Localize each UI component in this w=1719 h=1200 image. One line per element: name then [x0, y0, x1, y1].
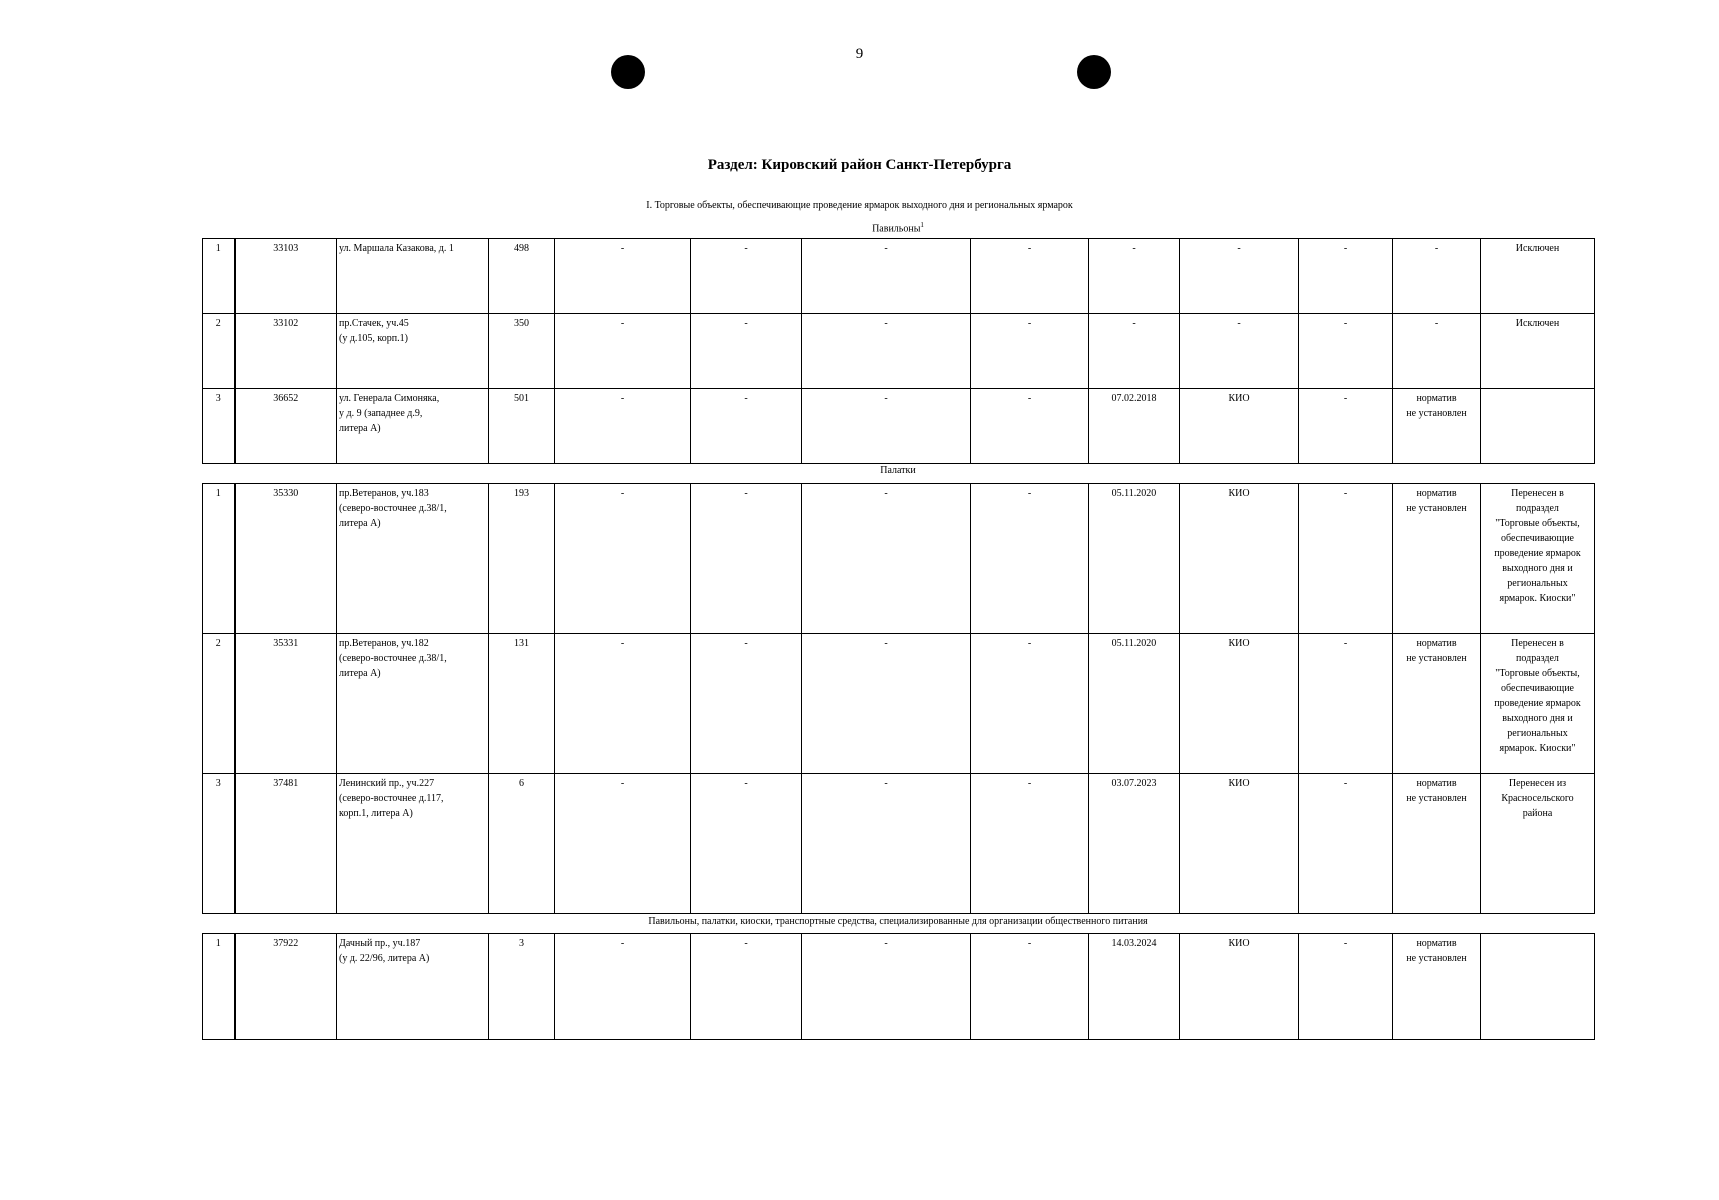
col8-cell: - — [971, 484, 1089, 634]
area-cell: 350 — [489, 314, 555, 389]
page-number: 9 — [855, 46, 864, 62]
col5-cell: - — [555, 934, 691, 1040]
group-label-text: Павильоны, палатки, киоски, транспортные средства, специализированные для организации общественного питания — [648, 916, 1148, 927]
object-id: 37922 — [235, 934, 337, 1040]
table-row — [203, 389, 1595, 464]
table-catering — [202, 933, 1595, 1040]
col5-cell: - — [555, 634, 691, 774]
note-cell: Перенесен в подраздел "Торговые объекты, обеспечивающие проведение ярмарок выходного дня и региональных ярмарок. Киоски" — [1481, 484, 1595, 634]
note-cell: Перенесен в подраздел "Торговые объекты, обеспечивающие проведение ярмарок выходного дня и региональных ярмарок. Киоски" — [1481, 634, 1595, 774]
row-number: 3 — [203, 389, 235, 464]
row-number: 2 — [203, 314, 235, 389]
table-row — [203, 934, 1595, 1040]
date-cell: 05.11.2020 — [1089, 484, 1180, 634]
group-label-text: Павильоны — [872, 223, 921, 235]
object-id: 33102 — [235, 314, 337, 389]
col7-cell: - — [802, 484, 971, 634]
row-number: 2 — [203, 634, 235, 774]
object-id: 35331 — [235, 634, 337, 774]
group-label-tents — [202, 465, 1594, 476]
col11-cell: - — [1299, 239, 1393, 314]
col6-cell: - — [691, 774, 802, 914]
col6-cell: - — [691, 634, 802, 774]
row-number: 1 — [203, 484, 235, 634]
object-id: 36652 — [235, 389, 337, 464]
col6-cell: - — [691, 314, 802, 389]
row-number: 1 — [203, 239, 235, 314]
address-cell: пр.Ветеранов, уч.183 (северо-восточнее д.38/1, литера А) — [337, 484, 489, 634]
area-cell: 193 — [489, 484, 555, 634]
norm-cell: норматив не установлен — [1393, 774, 1481, 914]
row-number: 1 — [203, 934, 235, 1040]
table-row — [203, 484, 1595, 634]
col8-cell: - — [971, 239, 1089, 314]
col11-cell: - — [1299, 389, 1393, 464]
norm-cell: - — [1393, 314, 1481, 389]
org-cell: КИО — [1180, 934, 1299, 1040]
col7-cell: - — [802, 389, 971, 464]
norm-cell: - — [1393, 239, 1481, 314]
subsection-title: I. Торговые объекты, обеспечивающие проведение ярмарок выходного дня и региональных ярмарок — [646, 200, 1073, 211]
object-id: 35330 — [235, 484, 337, 634]
punch-hole-left — [611, 55, 645, 89]
col7-cell: - — [802, 314, 971, 389]
org-cell: - — [1180, 239, 1299, 314]
col8-cell: - — [971, 314, 1089, 389]
group-label-pavilions — [202, 221, 1594, 234]
col8-cell: - — [971, 774, 1089, 914]
area-cell: 498 — [489, 239, 555, 314]
area-cell: 131 — [489, 634, 555, 774]
table-row — [203, 314, 1595, 389]
col11-cell: - — [1299, 314, 1393, 389]
col5-cell: - — [555, 389, 691, 464]
col8-cell: - — [971, 634, 1089, 774]
address-cell: ул. Маршала Казакова, д. 1 — [337, 239, 489, 314]
col5-cell: - — [555, 239, 691, 314]
note-cell: Исключен — [1481, 314, 1595, 389]
footnote-marker: 1 — [920, 221, 924, 229]
col11-cell: - — [1299, 484, 1393, 634]
section-title: Раздел: Кировский район Санкт-Петербурга — [707, 157, 1012, 173]
date-cell: - — [1089, 239, 1180, 314]
date-cell: 14.03.2024 — [1089, 934, 1180, 1040]
org-cell: КИО — [1180, 634, 1299, 774]
address-cell: Дачный пр., уч.187 (у д. 22/96, литера А) — [337, 934, 489, 1040]
col8-cell: - — [971, 389, 1089, 464]
col5-cell: - — [555, 484, 691, 634]
note-cell: Исключен — [1481, 239, 1595, 314]
address-cell: Ленинский пр., уч.227 (северо-восточнее д.117, корп.1, литера А) — [337, 774, 489, 914]
note-cell — [1481, 934, 1595, 1040]
note-cell: Перенесен из Красносельского района — [1481, 774, 1595, 914]
col11-cell: - — [1299, 774, 1393, 914]
col6-cell: - — [691, 239, 802, 314]
date-cell: - — [1089, 314, 1180, 389]
group-label-text: Палатки — [880, 465, 916, 476]
org-cell: - — [1180, 314, 1299, 389]
group-label-catering — [202, 916, 1594, 927]
note-cell — [1481, 389, 1595, 464]
col7-cell: - — [802, 634, 971, 774]
col7-cell: - — [802, 239, 971, 314]
date-cell: 07.02.2018 — [1089, 389, 1180, 464]
table-row — [203, 774, 1595, 914]
area-cell: 501 — [489, 389, 555, 464]
org-cell: КИО — [1180, 484, 1299, 634]
object-id: 37481 — [235, 774, 337, 914]
col6-cell: - — [691, 389, 802, 464]
punch-hole-right — [1077, 55, 1111, 89]
norm-cell: норматив не установлен — [1393, 934, 1481, 1040]
table-pavilions — [202, 238, 1595, 464]
norm-cell: норматив не установлен — [1393, 484, 1481, 634]
col11-cell: - — [1299, 934, 1393, 1040]
org-cell: КИО — [1180, 774, 1299, 914]
col5-cell: - — [555, 774, 691, 914]
area-cell: 6 — [489, 774, 555, 914]
col5-cell: - — [555, 314, 691, 389]
date-cell: 05.11.2020 — [1089, 634, 1180, 774]
address-cell: пр.Стачек, уч.45 (у д.105, корп.1) — [337, 314, 489, 389]
col11-cell: - — [1299, 634, 1393, 774]
object-id: 33103 — [235, 239, 337, 314]
date-cell: 03.07.2023 — [1089, 774, 1180, 914]
col6-cell: - — [691, 484, 802, 634]
col6-cell: - — [691, 934, 802, 1040]
table-row — [203, 239, 1595, 314]
table-tents — [202, 483, 1595, 914]
norm-cell: норматив не установлен — [1393, 389, 1481, 464]
address-cell: ул. Генерала Симоняка, у д. 9 (западнее д.9, литера А) — [337, 389, 489, 464]
col7-cell: - — [802, 774, 971, 914]
area-cell: 3 — [489, 934, 555, 1040]
col7-cell: - — [802, 934, 971, 1040]
org-cell: КИО — [1180, 389, 1299, 464]
table-row — [203, 634, 1595, 774]
norm-cell: норматив не установлен — [1393, 634, 1481, 774]
col8-cell: - — [971, 934, 1089, 1040]
row-number: 3 — [203, 774, 235, 914]
address-cell: пр.Ветеранов, уч.182 (северо-восточнее д.38/1, литера А) — [337, 634, 489, 774]
